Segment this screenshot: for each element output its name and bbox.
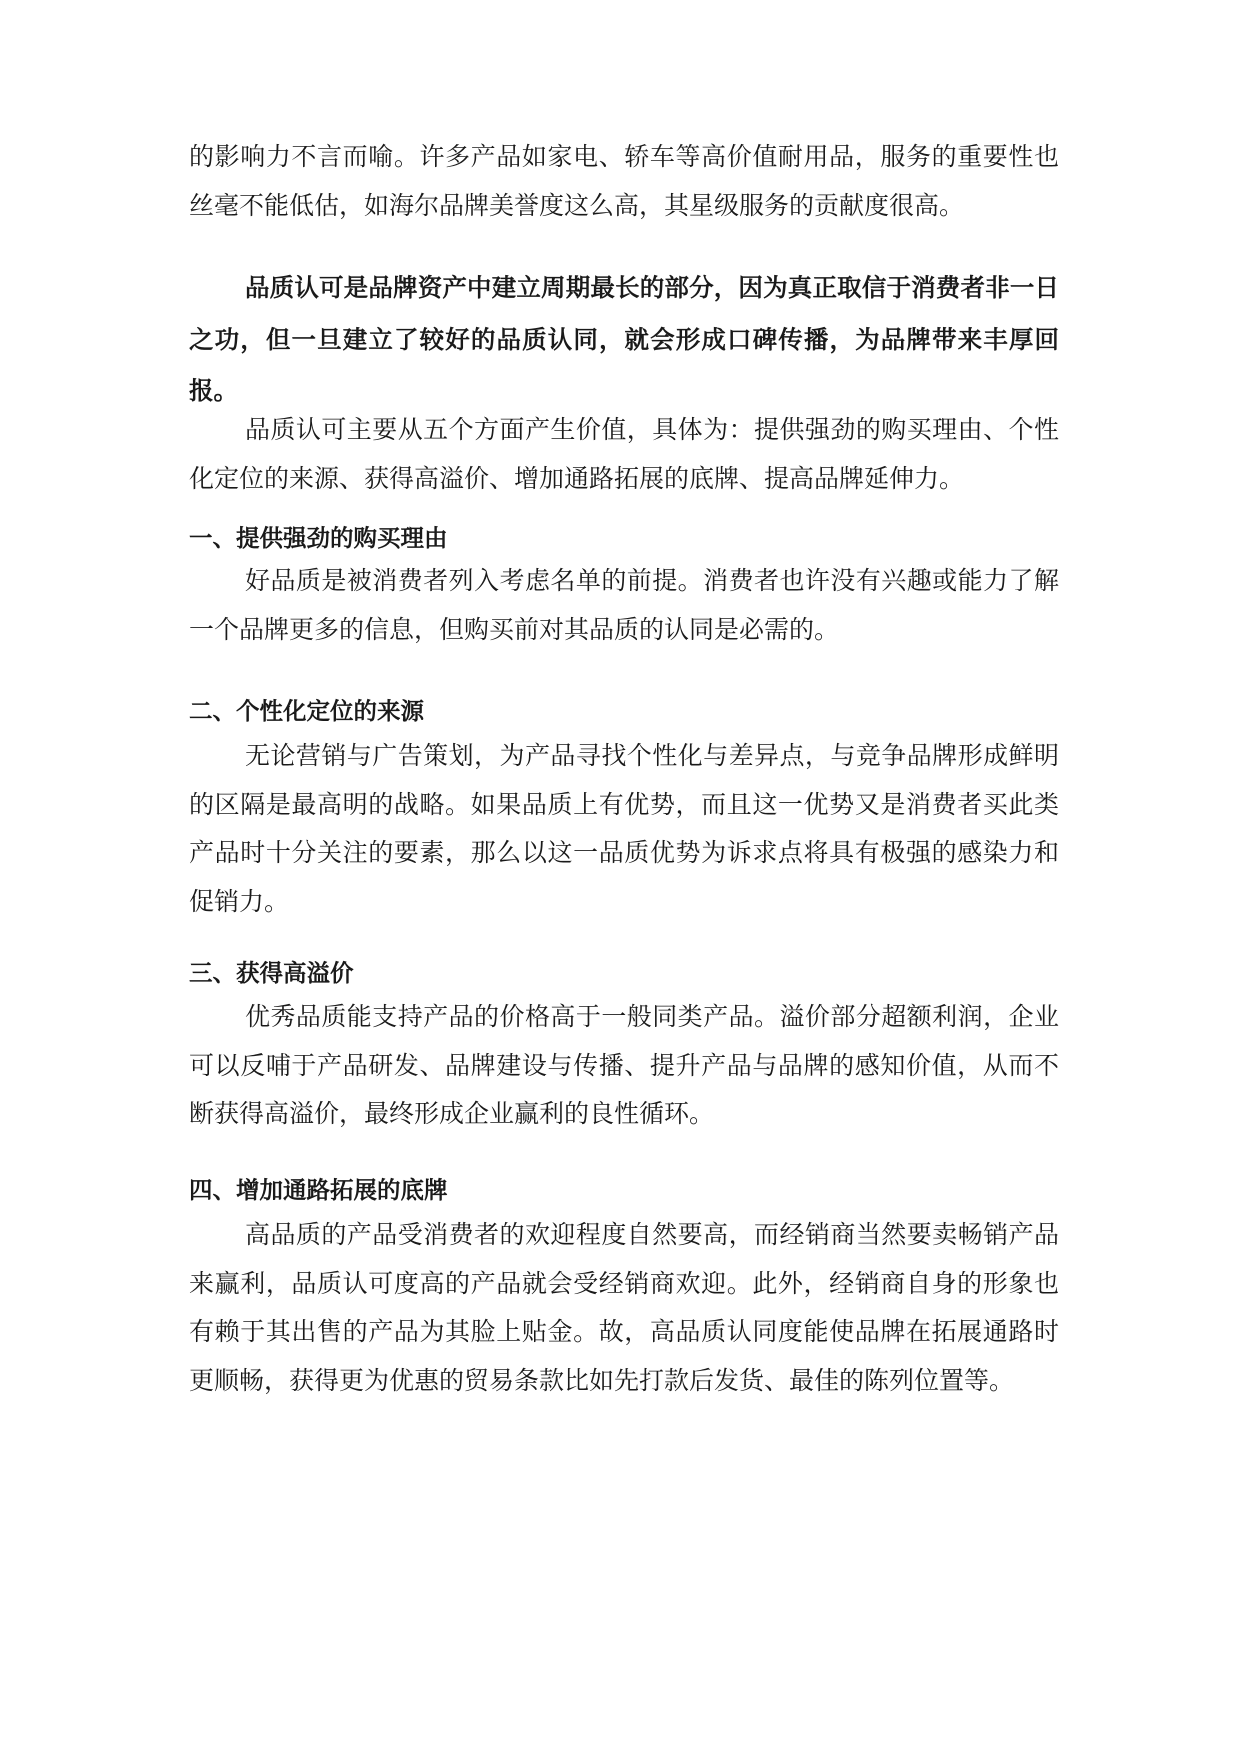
paragraph-intro-continued: 的影响力不言而喻。许多产品如家电、轿车等高价值耐用品，服务的重要性也丝毫不能低估，如海尔品牌美誉度这么高，其星级服务的贡献度很高。: [189, 142, 1059, 220]
heading-section-2: 二、个性化定位的来源: [189, 697, 424, 725]
paragraph-five-aspects: 品质认可主要从五个方面产生价值，具体为：提供强劲的购买理由、个性化定位的来源、获得高溢价、增加通路拓展的底牌、提高品牌延伸力。: [189, 415, 1059, 493]
paragraph-section-1: 好品质是被消费者列入考虑名单的前提。消费者也许没有兴趣或能力了解一个品牌更多的信息，但购买前对其品质的认同是必需的。: [189, 566, 1059, 644]
paragraph-bold-quality-recognition: 品质认可是品牌资产中建立周期最长的部分，因为真正取信于消费者非一日之功，但一旦建立了较好的品质认同，就会形成口碑传播，为品牌带来丰厚回报。: [189, 273, 1059, 405]
heading-section-1: 一、提供强劲的购买理由: [189, 524, 448, 552]
paragraph-section-3: 优秀品质能支持产品的价格高于一般同类产品。溢价部分超额利润，企业可以反哺于产品研发、品牌建设与传播、提升产品与品牌的感知价值，从而不断获得高溢价，最终形成企业赢利的良性循环。: [189, 1002, 1059, 1128]
paragraph-section-2: 无论营销与广告策划，为产品寻找个性化与差异点，与竞争品牌形成鲜明的区隔是最高明的战略。如果品质上有优势，而且这一优势又是消费者买此类产品时十分关注的要素，那么以这一品质优势为诉求点将具有极强的感染力和促销力。: [189, 741, 1059, 916]
heading-section-4: 四、增加通路拓展的底牌: [189, 1176, 448, 1204]
paragraph-section-4: 高品质的产品受消费者的欢迎程度自然要高，而经销商当然要卖畅销产品来赢利，品质认可度高的产品就会受经销商欢迎。此外，经销商自身的形象也有赖于其出售的产品为其脸上贴金。故，高品质认同度能使品牌在拓展通路时更顺畅，获得更为优惠的贸易条款比如先打款后发货、最佳的陈列位置等。: [189, 1220, 1059, 1395]
heading-section-3: 三、获得高溢价: [189, 959, 354, 987]
